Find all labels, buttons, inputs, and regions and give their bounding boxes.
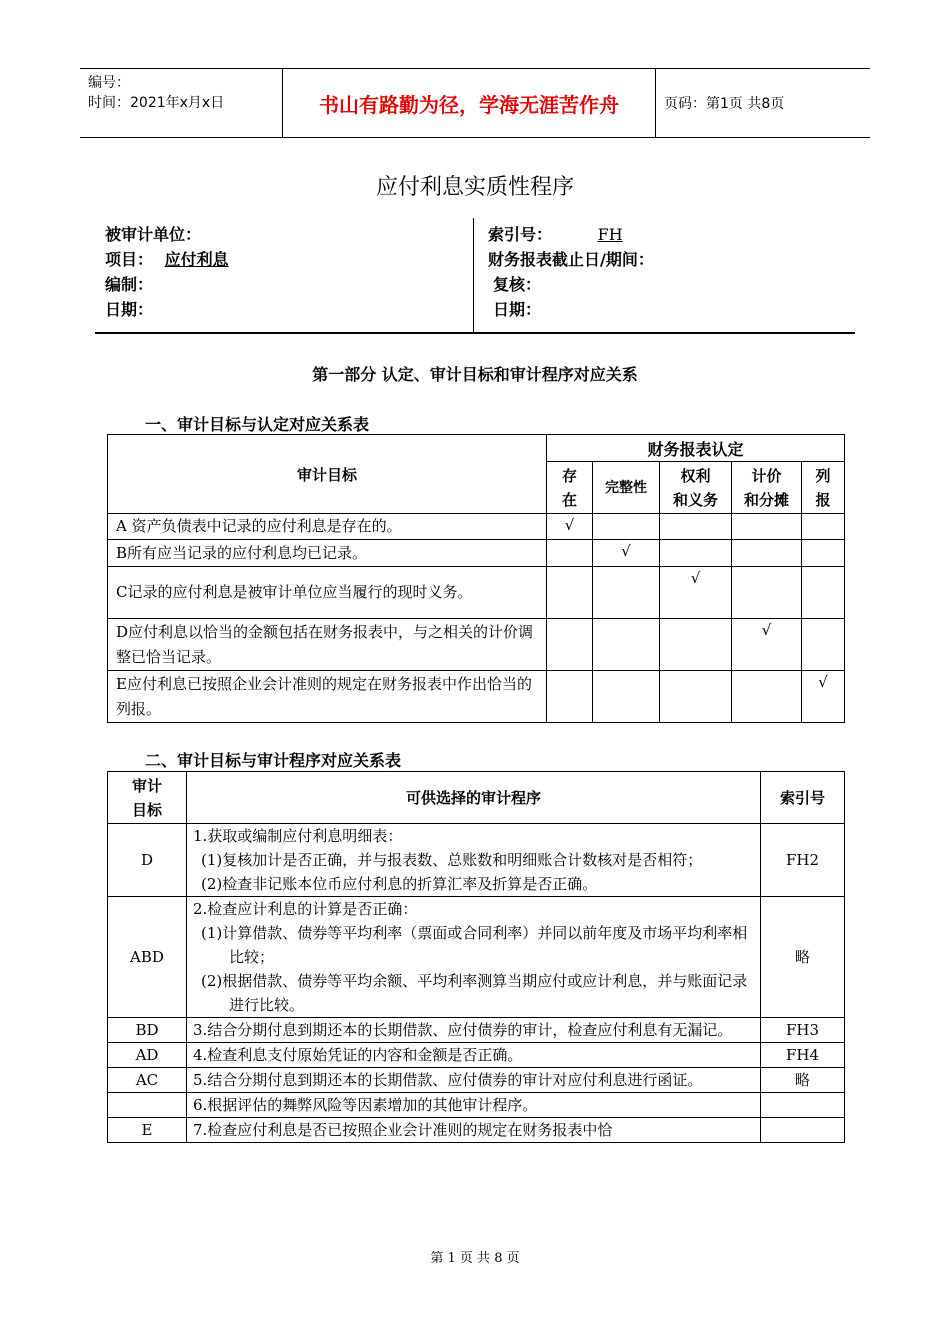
- assertion-cell: [660, 540, 732, 567]
- assertion-cell: [593, 540, 660, 567]
- goal-procedure-body: [108, 824, 845, 1143]
- goal-row: [108, 671, 845, 723]
- procedure-row: [108, 824, 845, 897]
- procedure-row: [108, 1093, 845, 1118]
- assertion-cell: [593, 619, 660, 671]
- goal-procedure-table: [107, 771, 845, 1143]
- assertion-header-line: 完整性: [605, 479, 647, 496]
- period-label: 财务报表截止日/期间：: [488, 250, 654, 269]
- time-label: 时间：2021年x月x日: [88, 95, 225, 111]
- procedure-index: [761, 1093, 845, 1118]
- assertion-header: [732, 462, 802, 514]
- check-mark: √: [564, 516, 575, 534]
- assertion-cell: [547, 671, 593, 723]
- procedure-text: [187, 897, 761, 1018]
- assertion-cell: [732, 567, 802, 619]
- assertion-cell: [660, 619, 732, 671]
- assertion-cell: [732, 619, 802, 671]
- goal-assertion-table: [107, 434, 845, 723]
- assertion-header: [547, 462, 593, 514]
- col-group-header: 财务报表认定: [547, 435, 845, 462]
- procedure-index: 略: [761, 1068, 845, 1093]
- assertion-cell: [660, 567, 732, 619]
- goal-text: C记录的应付利息是被审计单位应当履行的现时义务。: [108, 567, 547, 619]
- assertion-cell: [732, 514, 802, 540]
- goal-text: D应付利息以恰当的金额包括在财务报表中，与之相关的计价调整已恰当记录。: [108, 619, 547, 671]
- assertion-cell: [802, 671, 845, 723]
- procedure-goal: AC: [108, 1068, 187, 1093]
- index-label: 索引号：: [488, 225, 553, 244]
- procedure-index: 略: [761, 897, 845, 1018]
- section2-heading: 二、审计目标与审计程序对应关系表: [145, 751, 402, 770]
- assertion-header: [660, 462, 732, 514]
- assertion-cell: [547, 540, 593, 567]
- col-procedure-header: 可供选择的审计程序: [187, 772, 761, 824]
- assertion-header-line: 存: [561, 466, 577, 485]
- procedure-index: FH3: [761, 1018, 845, 1043]
- goal-assertion-body: [108, 514, 845, 723]
- procedure-text: [187, 1093, 761, 1118]
- procedure-line: 6.根据评估的舞弊风险等因素增加的其他审计程序。: [193, 1096, 538, 1114]
- project-value: 应付利息: [164, 250, 229, 269]
- date2-label: 日期：: [493, 300, 542, 319]
- procedure-line: 7.检查应付利息是否已按照企业会计准则的规定在财务报表中恰: [193, 1121, 613, 1139]
- check-mark: √: [761, 621, 772, 639]
- info-block: [95, 218, 855, 334]
- header-motto: 书山有路勤为径，学海无涯苦作舟: [282, 69, 656, 137]
- procedure-line: (1)计算借款、债券等平均利率（票面或合同利率）并同以前年度及市场平均利率相比较；: [201, 924, 748, 966]
- assertion-cell: [802, 619, 845, 671]
- auditee-label: 被审计单位：: [105, 225, 202, 244]
- goal-text: B所有应当记录的应付利息均已记录。: [108, 540, 547, 567]
- procedure-goal: AD: [108, 1043, 187, 1068]
- procedure-goal: ABD: [108, 897, 187, 1018]
- assertion-header-line: 计价: [751, 466, 782, 485]
- procedure-line: 4.检查利息支付原始凭证的内容和金额是否正确。: [193, 1046, 523, 1064]
- assertion-header-line: 列: [815, 466, 831, 485]
- prepared-label: 编制：: [105, 275, 154, 294]
- assertion-cell: [547, 514, 593, 540]
- assertion-header-line: 报: [815, 490, 831, 509]
- assertion-cell: [593, 567, 660, 619]
- assertion-cell: [802, 567, 845, 619]
- check-mark: √: [690, 569, 701, 587]
- assertion-cell: [802, 514, 845, 540]
- goal-text: E应付利息已按照企业会计准则的规定在财务报表中作出恰当的列报。: [108, 671, 547, 723]
- procedure-row: [108, 897, 845, 1018]
- part-title: 第一部分 认定、审计目标和审计程序对应关系: [312, 365, 638, 384]
- procedure-goal: D: [108, 824, 187, 897]
- col-index-header: 索引号: [761, 772, 845, 824]
- procedure-line: 5.结合分期付息到期还本的长期借款、应付债券的审计对应付利息进行函证。: [193, 1071, 703, 1089]
- assertion-cell: [802, 540, 845, 567]
- procedure-line: 2.检查应计利息的计算是否正确：: [193, 900, 418, 918]
- assertion-header: [593, 462, 660, 514]
- review-label: 复核：: [493, 275, 542, 294]
- index-row: [488, 222, 623, 245]
- document-title: 应付利息实质性程序: [375, 175, 574, 200]
- procedure-goal: BD: [108, 1018, 187, 1043]
- procedure-text: [187, 1043, 761, 1068]
- procedure-row: [108, 1043, 845, 1068]
- goal-row: [108, 540, 845, 567]
- procedure-index: [761, 1118, 845, 1143]
- assertion-cell: [593, 671, 660, 723]
- col-goal-line: 目标: [131, 800, 162, 819]
- header-page-info: 页码：第1页 共8页: [664, 96, 785, 112]
- procedure-line: (2)根据借款、债券等平均余额、平均利率测算当期应付或应计利息，并与账面记录进行比较。: [201, 972, 748, 1014]
- number-label: 编号：: [88, 75, 130, 91]
- assertion-header-line: 权利: [680, 466, 711, 485]
- assertion-cell: [660, 671, 732, 723]
- check-mark: √: [818, 673, 828, 691]
- procedure-text: [187, 1118, 761, 1143]
- header-meta: [80, 69, 282, 137]
- goal-row: [108, 619, 845, 671]
- procedure-goal: E: [108, 1118, 187, 1143]
- assertion-cell: [593, 514, 660, 540]
- procedure-text: [187, 1018, 761, 1043]
- assertion-cell: [547, 567, 593, 619]
- procedure-index: FH2: [761, 824, 845, 897]
- assertion-header: [802, 462, 845, 514]
- index-value: FH: [597, 225, 623, 244]
- procedure-line: 3.结合分期付息到期还本的长期借款、应付债券的审计，检查应付利息有无漏记。: [193, 1021, 733, 1039]
- goal-row: [108, 567, 845, 619]
- page-header: [80, 68, 870, 138]
- procedure-row: [108, 1068, 845, 1093]
- assertion-header-line: 在: [561, 490, 577, 509]
- assertion-cell: [547, 619, 593, 671]
- assertion-cell: [660, 514, 732, 540]
- procedure-line: (2)检查非记账本位币应付利息的折算汇率及折算是否正确。: [201, 875, 598, 893]
- procedure-row: [108, 1018, 845, 1043]
- procedure-line: (1)复核加计是否正确，并与报表数、总账数和明细账合计数核对是否相符；: [201, 851, 703, 869]
- procedure-line: 1.获取或编制应付利息明细表：: [193, 827, 403, 845]
- assertion-cell: [732, 671, 802, 723]
- procedure-row: [108, 1118, 845, 1143]
- project-label: 项目：: [105, 250, 154, 269]
- col-goal-header: [108, 772, 187, 824]
- page-footer: 第 1 页 共 8 页: [430, 1251, 520, 1266]
- col-goal-header: 审计目标: [108, 435, 547, 514]
- goal-row: [108, 514, 845, 540]
- project-row: [105, 247, 229, 270]
- procedure-index: FH4: [761, 1043, 845, 1068]
- date-label: 日期：: [105, 300, 154, 319]
- procedure-text: [187, 1068, 761, 1093]
- assertion-header-line: 和义务: [672, 490, 718, 509]
- goal-text: A 资产负债表中记录的应付利息是存在的。: [108, 514, 547, 540]
- assertion-cell: [732, 540, 802, 567]
- section1-heading: 一、审计目标与认定对应关系表: [145, 415, 370, 434]
- info-divider: [473, 218, 474, 332]
- check-mark: √: [621, 542, 631, 560]
- assertion-header-line: 和分摊: [743, 490, 789, 509]
- col-goal-line: 审计: [131, 776, 162, 795]
- procedure-goal: [108, 1093, 187, 1118]
- procedure-text: [187, 824, 761, 897]
